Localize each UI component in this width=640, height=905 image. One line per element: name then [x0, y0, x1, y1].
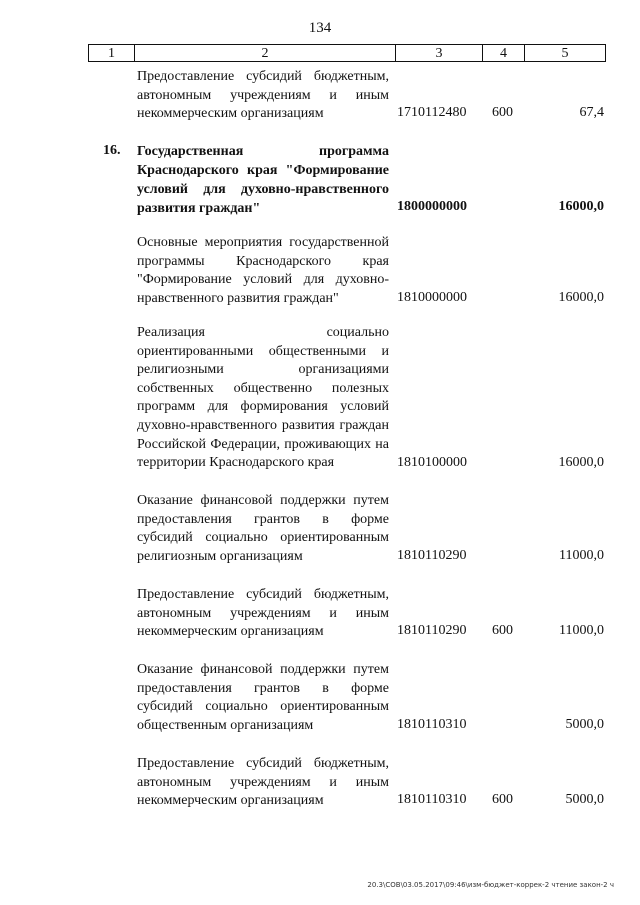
row-code: 1810110290	[397, 623, 467, 638]
column-header-2: 2	[134, 44, 396, 62]
row-description: Основные мероприятия государственной программы Краснодарского края "Формирование условий для духовно-нравственного развития граждан"	[137, 235, 389, 306]
column-header-3: 3	[395, 44, 483, 62]
row-description: Предоставление субсидий бюджетным, автономным учреждениям и иным некоммерческим организациям	[137, 69, 389, 122]
row-description: Государственная программа Краснодарского края "Формирование условий для духовно-нравственного развития граждан"	[137, 144, 389, 216]
row-expense-type: 600	[492, 623, 513, 638]
row-description: Предоставление субсидий бюджетным, автономным учреждениям и иным некоммерческим организациям	[137, 587, 389, 640]
row-expense-type: 600	[492, 792, 513, 807]
row-number: 16.	[103, 143, 121, 158]
row-code: 1810110310	[397, 792, 467, 807]
row-amount: 16000,0	[558, 290, 604, 305]
row-amount: 11000,0	[559, 548, 604, 563]
row-code: 1710112480	[397, 105, 467, 120]
row-amount: 5000,0	[565, 792, 604, 807]
row-code: 1810110290	[397, 548, 467, 563]
row-description: Реализация социально ориентированными общественными и религиозными организациями собственных общественно полезных программ для формирования условий духовно-нравственного развития граждан Российской Федерации, проживающих на территории Краснодарского края	[137, 325, 389, 471]
row-description: Предоставление субсидий бюджетным, автономным учреждениям и иным некоммерческим организациям	[137, 756, 389, 809]
document-footer: 20.3\СОВ\03.05.2017\09:46\изм-бюджет-коррек-2 чтение закон-2 ч	[367, 881, 614, 889]
row-amount: 16000,0	[558, 199, 604, 214]
row-description: Оказание финансовой поддержки путем предоставления грантов в форме субсидий социально ориентированным общественным организациям	[137, 662, 389, 733]
column-header-4: 4	[482, 44, 525, 62]
column-header-row	[88, 44, 606, 62]
row-amount: 5000,0	[565, 717, 604, 732]
column-header-5: 5	[524, 44, 606, 62]
page-number: 134	[308, 20, 332, 36]
row-code: 1810000000	[397, 290, 467, 305]
row-amount: 11000,0	[559, 623, 604, 638]
column-header-1: 1	[88, 44, 135, 62]
row-code: 1800000000	[397, 199, 467, 214]
row-expense-type: 600	[492, 105, 513, 120]
row-code: 1810110310	[397, 717, 467, 732]
row-amount: 67,4	[579, 105, 604, 120]
row-amount: 16000,0	[558, 455, 604, 470]
row-description: Оказание финансовой поддержки путем предоставления грантов в форме субсидий социально ориентированным религиозным организациям	[137, 493, 389, 564]
row-code: 1810100000	[397, 455, 467, 470]
